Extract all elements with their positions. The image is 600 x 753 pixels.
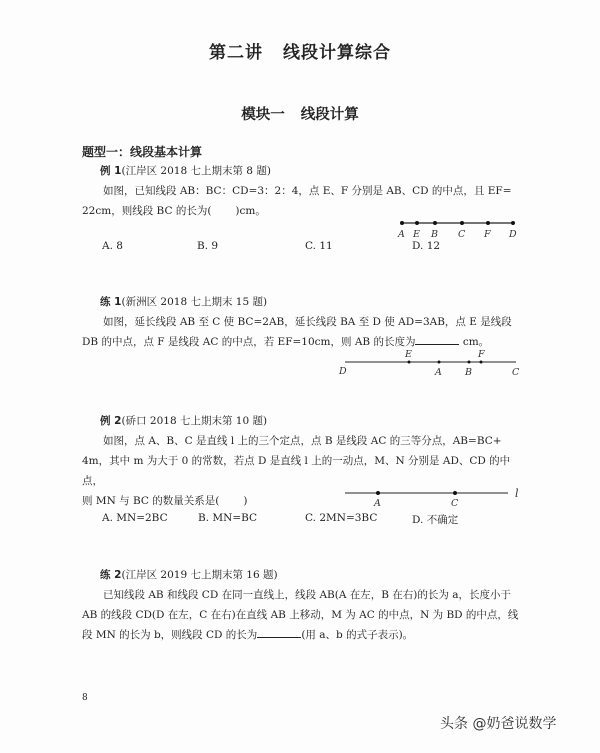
point-label: E xyxy=(413,229,420,240)
point-label: F xyxy=(478,349,485,360)
practice-2-header xyxy=(82,565,522,585)
practice-2 xyxy=(82,565,522,645)
lecture-number: 第二讲 xyxy=(209,43,263,63)
point-label: E xyxy=(405,349,412,360)
lecture-title xyxy=(0,38,600,63)
diagram-2 xyxy=(335,346,525,378)
point-label: D xyxy=(339,366,347,377)
point-label: A xyxy=(374,498,381,509)
module-number: 模块一 xyxy=(241,107,285,123)
option-d: D. 12 xyxy=(412,240,441,252)
option-a: A. 8 xyxy=(102,240,123,252)
problem-label: 练 2 xyxy=(100,569,122,581)
diagram-3 xyxy=(335,484,530,510)
option-d: D. 不确定 xyxy=(412,514,459,526)
answer-blank xyxy=(415,332,459,345)
problem-label: 例 1 xyxy=(100,165,122,177)
problem-label: 练 1 xyxy=(100,296,122,308)
point-label: A xyxy=(398,229,405,240)
problem-1-header xyxy=(82,161,522,181)
practice-1 xyxy=(82,292,522,352)
lecture-name: 线段计算综合 xyxy=(283,43,391,63)
problem-text-line: 如图，已知线段 AB：BC：CD=3：2：4，点 E、F 分别是 AB、CD 的中点，且 EF= xyxy=(103,185,512,197)
problem-text-line: 4m，其中 m 为大于 0 的常数，若点 D 是直线 l 上的一动点，M、N 分别是 AD、CD 的中点， xyxy=(82,455,511,487)
problem-text-line: )cm。 xyxy=(235,205,266,217)
problem-text-line: AB 的线段 CD(D 在左，C 在右)在直线 AB 上移动，M 为 AC 的中点，N 为 BD 的中点，线 xyxy=(82,609,519,621)
point-label: B xyxy=(431,229,438,240)
option-a: A. MN=2BC xyxy=(102,512,168,524)
module-name: 线段计算 xyxy=(300,107,359,123)
problem-text-line: cm。 xyxy=(459,336,490,348)
point-label: C xyxy=(512,367,520,378)
practice-1-header xyxy=(82,292,522,312)
problem-source: (江岸区 2018 七上期末第 8 题) xyxy=(121,165,271,177)
problem-source: (江岸区 2019 七上期末第 16 题) xyxy=(121,569,278,581)
option-c: C. 2MN=3BC xyxy=(305,512,378,524)
module-title xyxy=(0,103,600,124)
problem-text-line: 已知线段 AB 和线段 CD 在同一直线上，线段 AB(A 在左，B 在右)的长为 a，长度小于 xyxy=(103,589,512,601)
problem-label: 例 2 xyxy=(100,415,122,427)
option-b: B. 9 xyxy=(197,240,219,252)
problem-text-line: DB 的中点，点 F 是线段 AC 的中点，若 EF=10cm，则 AB 的长度为 xyxy=(82,336,416,348)
problem-text-line: 段 MN 的长为 b，则线段 CD 的长为 xyxy=(82,629,258,641)
problem-2-header xyxy=(82,411,522,431)
problem-source: (硚口 2018 七上期末第 10 题) xyxy=(121,415,268,427)
problem-text-line: (用 a、b 的式子表示)。 xyxy=(301,629,414,641)
point-label: B xyxy=(465,367,472,378)
problem-text-line: 如图，延长线段 AB 至 C 使 BC=2AB，延长线段 BA 至 D 使 AD=3AB，点 E 是线段 xyxy=(103,316,512,328)
problem-1 xyxy=(82,161,522,221)
problem-source: (新洲区 2018 七上期末 15 题) xyxy=(121,296,268,308)
point-label: F xyxy=(484,229,491,240)
line-label: l xyxy=(515,487,519,500)
watermark: 头条 @奶爸说数学 xyxy=(440,716,557,732)
problem-text-line: ) xyxy=(243,495,248,507)
option-c: C. 11 xyxy=(305,240,333,252)
point-label: C xyxy=(451,498,459,509)
problem-text-line: 则 MN 与 BC 的数量关系是( xyxy=(82,495,220,507)
diagram-1 xyxy=(395,215,525,243)
option-b: B. MN=BC xyxy=(198,512,258,524)
answer-blank xyxy=(257,625,301,638)
point-label: A xyxy=(435,367,442,378)
point-label: C xyxy=(458,229,466,240)
section-title: 题型一：线段基本计算 xyxy=(82,145,203,159)
problem-text-line: 如图，点 A、B、C 是直线 l 上的三个定点，点 B 是线段 AC 的三等分点，AB=BC+ xyxy=(103,435,502,447)
page-number: 8 xyxy=(82,693,88,703)
point-label: D xyxy=(509,229,517,240)
problem-text-line: 22cm，则线段 BC 的长为( xyxy=(82,205,212,217)
